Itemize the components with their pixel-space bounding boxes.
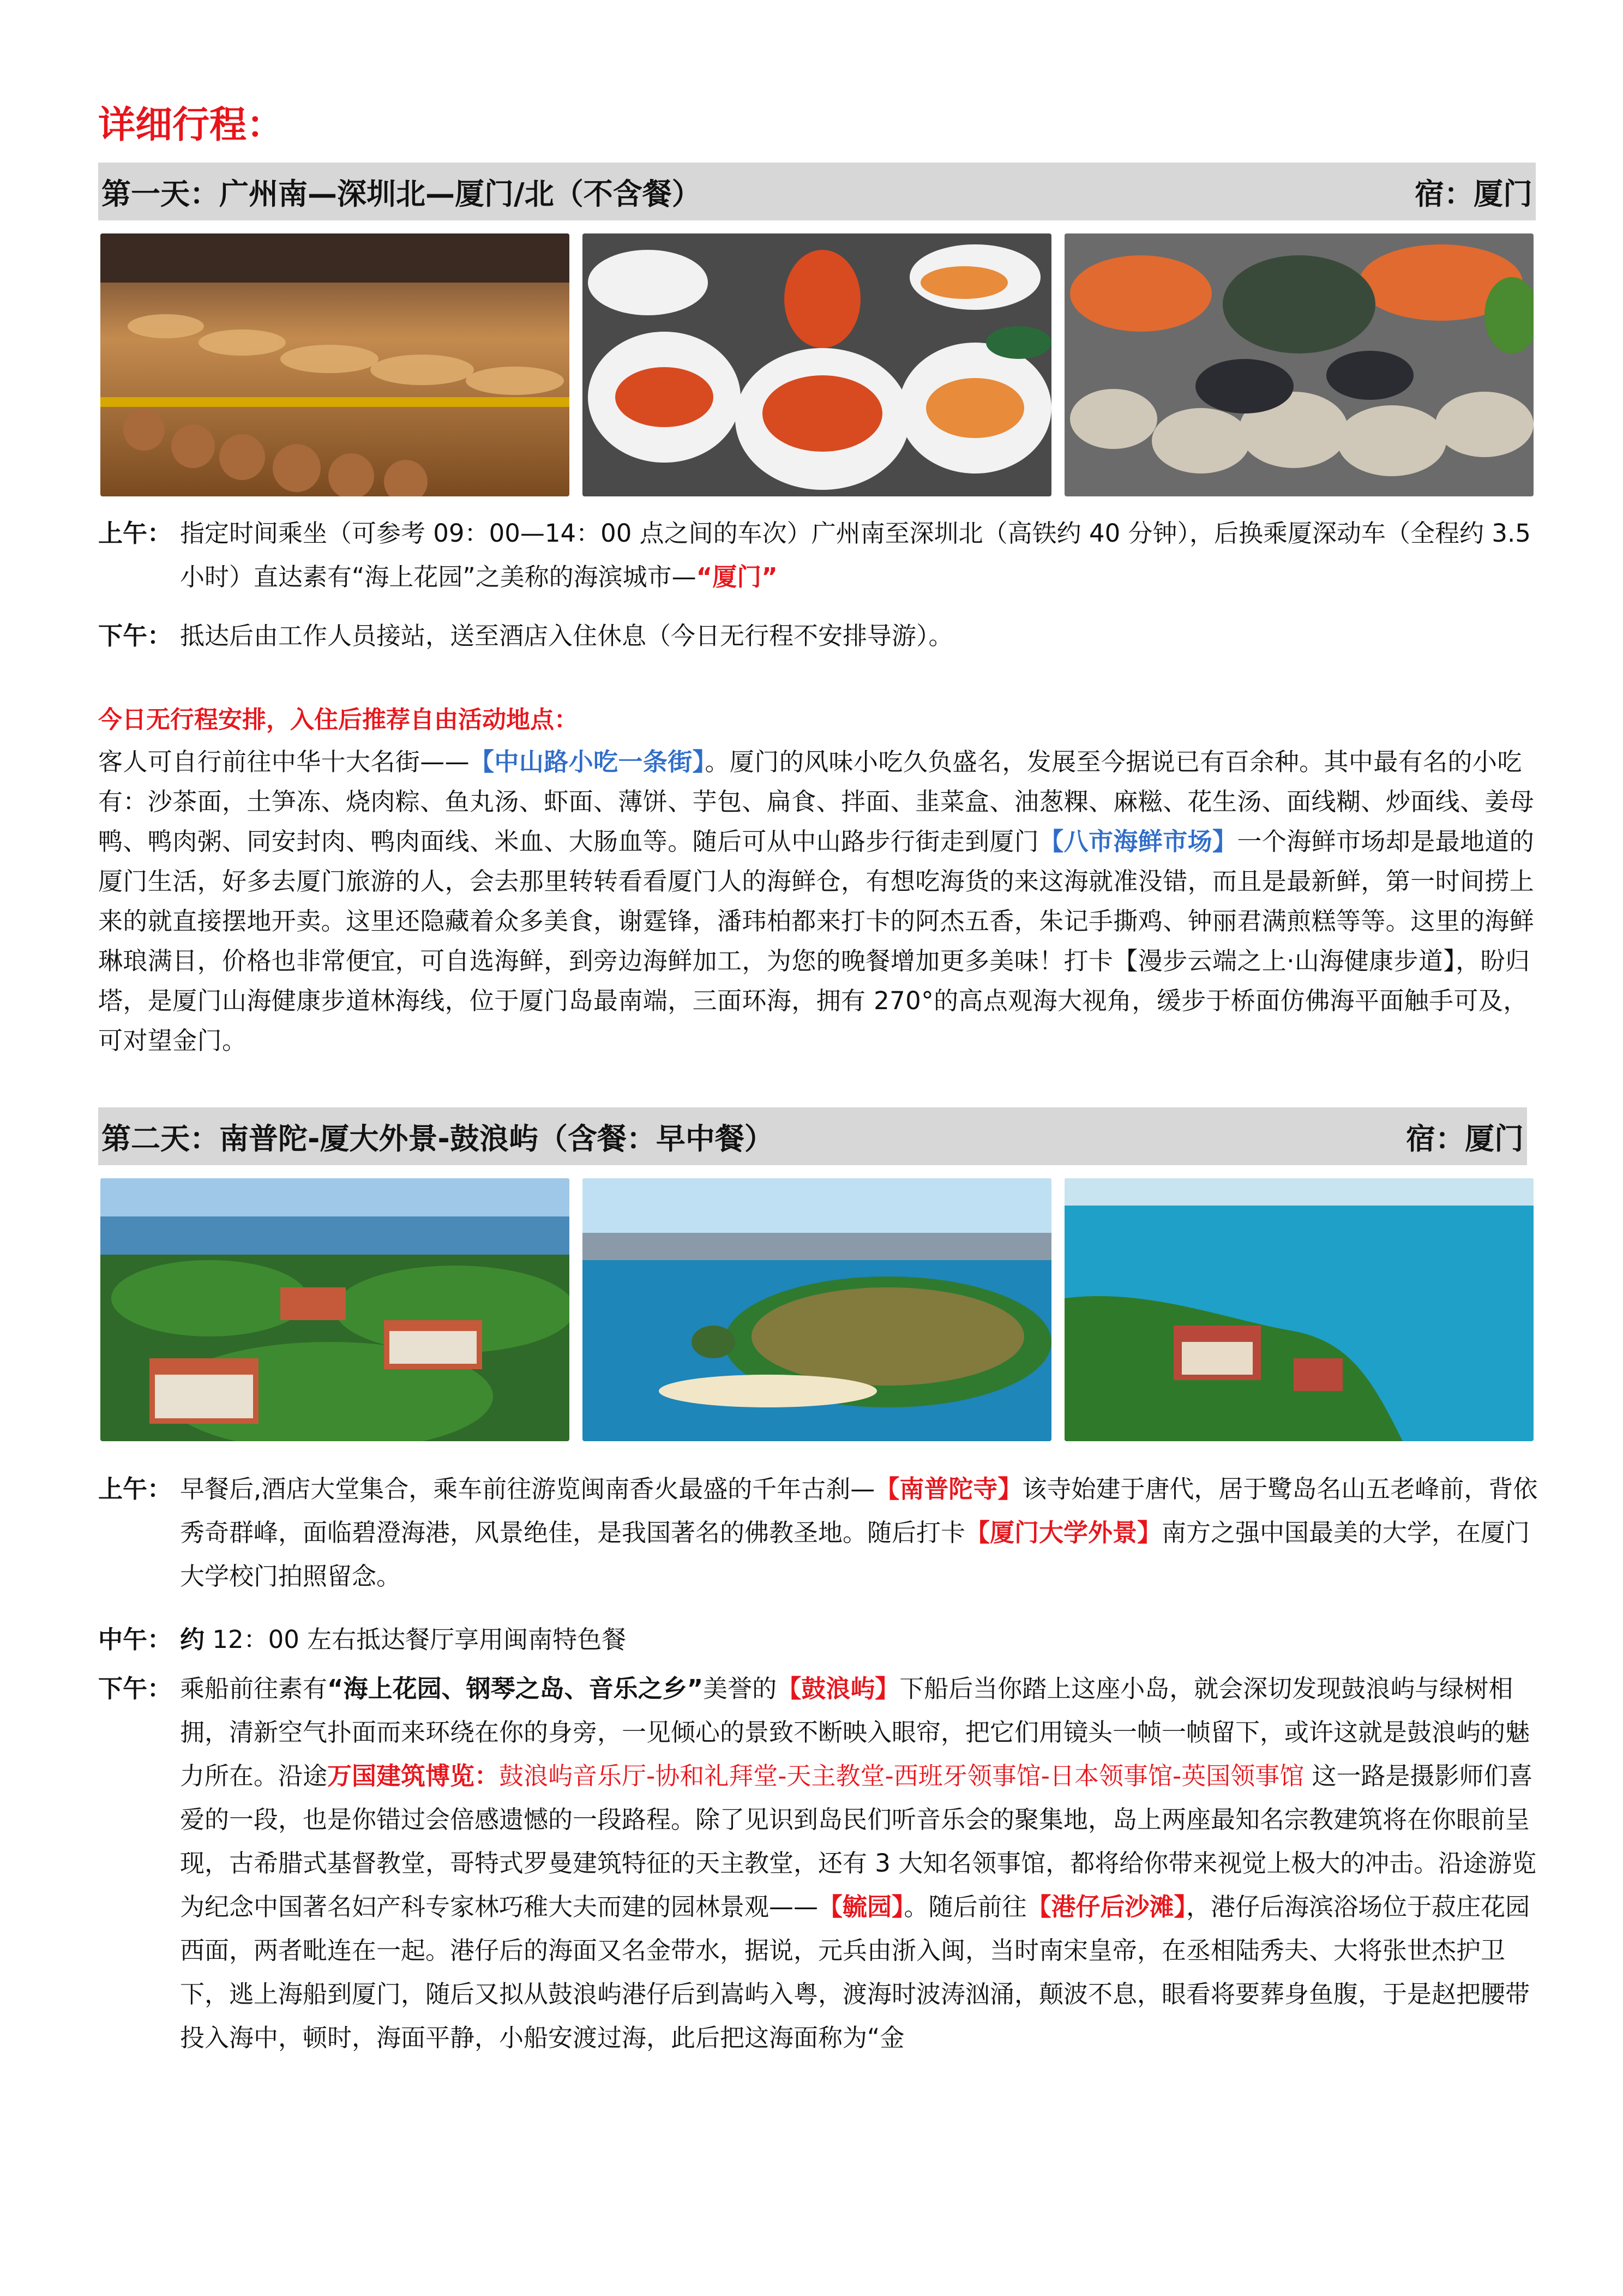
nanputuo-highlight: 【南普陀寺】 <box>875 1474 1023 1503</box>
day1-morning-text: 指定时间乘坐（可参考 09：00—14：00 点之间的车次）广州南至深圳北（高铁约 40 分钟），后换乘厦深动车（全程约 3.5 小时）直达素有“海上花园”之美称的海滨城市— <box>180 519 1531 591</box>
day2-afternoon <box>98 1667 1538 2060</box>
day1-xiamen-highlight: “厦门” <box>696 562 778 591</box>
gulangyu-aerial-photo <box>100 1178 569 1441</box>
day2-header <box>98 1107 1527 1165</box>
pm-slogan: “海上花园、钢琴之岛、音乐之乡” <box>327 1674 704 1703</box>
consulates-list: 鼓浪屿音乐厅-协和礼拜堂-天主教堂-西班牙领事馆-日本领事馆-英国领事馆 <box>499 1761 1305 1790</box>
day1-title: 第一天：广州南—深圳北—厦门/北（不含餐） <box>101 176 701 211</box>
day1-afternoon-label: 下午： <box>98 621 172 650</box>
gulangyu-sea-photo <box>1065 1178 1534 1441</box>
day1-afternoon-text: 抵达后由工作人员接站，送至酒店入住休息（今日无行程不安排导游）。 <box>180 621 953 650</box>
gangzaihou-beach-highlight: 【港仔后沙滩】 <box>1026 1892 1187 1921</box>
day1-morning-label: 上午： <box>98 519 172 548</box>
day2-stay: 宿：厦门 <box>1406 1121 1524 1156</box>
lobster-seafood-photo <box>582 233 1051 496</box>
pm-text-2: 美誉的 <box>703 1674 777 1703</box>
day2-noon <box>98 1618 1538 1662</box>
pm-text-6: ，港仔后海滨浴场位于菽庄花园西面，两者毗连在一起。港仔后的海面又名金带水，据说，元兵由浙入闽，当时南宋皇帝，在丞相陆秀夫、大将张世杰护卫下，逃上海船到厦门，随后又拟从鼓浪屿港仔后到嵩屿入粤，渡海时波涛汹涌，颠波不息，眼看将要葬身鱼腹，于是赵把腰带投入海中，顿时，海面平静，小船安渡过海，此后把这海面称为“金 <box>180 1892 1530 2052</box>
free-activity-paragraph <box>98 742 1538 1060</box>
pm-text-5: 。随后前往 <box>904 1892 1027 1921</box>
free-text-part-2: 。厦门的风味小吃久负盛名，发展至今据说已有百余种。其中最有名的小吃有：沙茶面，土笋冻、烧肉粽、鱼丸汤、虾面、薄饼、芋包、扁食、拌面、韭菜盒、油葱粿、麻糍、花生汤、面线糊、炒面线、姜母鸭、鸭肉粥、同安封肉、鸭肉面线、米血、大肠血等。随后可从中山路步行街走到厦门 <box>98 747 1535 856</box>
day2-noon-label: 中午： <box>98 1625 172 1654</box>
day2-morning-text-2: 该寺始建于唐代，居于鹭岛名山五老峰前，背依秀奇群峰，面临碧澄海港，风景绝佳，是我国著名的佛教圣地。随后打卡 <box>180 1474 1538 1547</box>
gulangyu-highlight: 【鼓浪屿】 <box>777 1674 900 1703</box>
pm-text-4: 这一路是摄影师们喜爱的一段，也是你错过会倍感遗憾的一段路程。除了见识到岛民们听音乐会的聚集地，岛上两座最知名宗教建筑将在你眼前呈现，古希腊式基督教堂，哥特式罗曼建筑特征的天主教堂，还有 3 大知名领事馆，都将给你带来视觉上极大的冲击。沿途游览为纪念中国著名妇产科专家林巧稚大夫而建的园林景观—— <box>180 1761 1537 1921</box>
day2-morning-label: 上午： <box>98 1474 172 1503</box>
pm-text-3: 下船后当你踏上这座小岛，就会深切发现鼓浪屿与绿树相拥，清新空气扑面而来环绕在你的身旁，一见倾心的景致不断映入眼帘，把它们用镜头一帧一帧留下，或许这就是鼓浪屿的魅力所在。沿途 <box>180 1674 1530 1790</box>
day1-stay: 宿：厦门 <box>1415 176 1532 211</box>
day2-noon-text: 12：00 左右抵达餐厅享用闽南特色餐 <box>205 1625 627 1654</box>
pm-text-1: 乘船前往素有 <box>180 1674 328 1703</box>
day2-afternoon-label: 下午： <box>98 1674 172 1703</box>
day2-noon-bold: 约 <box>180 1625 205 1654</box>
seafood-platter-photo <box>1065 233 1534 496</box>
day2-morning <box>98 1467 1538 1598</box>
yuyuan-highlight: 【毓园】 <box>818 1892 904 1921</box>
architecture-expo-highlight: 万国建筑博览： <box>327 1761 500 1790</box>
day1-header <box>98 163 1536 220</box>
zhongshan-road-highlight: 【中山路小吃一条街】 <box>470 747 705 776</box>
xmu-highlight: 【厦门大学外景】 <box>965 1518 1162 1547</box>
day2-title: 第二天：南普陀-厦大外景-鼓浪屿（含餐：早中餐） <box>101 1121 774 1156</box>
day1-afternoon <box>98 614 1538 658</box>
seafood-stall-photo <box>100 233 569 496</box>
free-activity-title: 今日无行程安排，入住后推荐自由活动地点： <box>98 706 578 734</box>
day1-morning <box>98 512 1538 599</box>
free-text-part-1: 客人可自行前往中华十大名街—— <box>98 747 470 776</box>
bashi-market-highlight: 【八市海鲜市场】 <box>1039 827 1237 856</box>
day2-morning-text-3: 南方之强中国最美的大学，在厦门大学校门拍照留念。 <box>180 1518 1530 1591</box>
document-title: 详细行程： <box>98 104 284 147</box>
free-text-part-3: 一个海鲜市场却是最地道的厦门生活，好多去厦门旅游的人，会去那里转转看看厦门人的海鲜仓，有想吃海货的来这海就准没错，而且是最新鲜，第一时间捞上来的就直接摆地开卖。这里还隐藏着众多美食，谢霆锋，潘玮柏都来打卡的阿杰五香，朱记手撕鸡、钟丽君满煎糕等等。这里的海鲜琳琅满目，价格也非常便宜，可自选海鲜，到旁边海鲜加工，为您的晚餐增加更多美味！打卡【漫步云端之上·山海健康步道】，盼归塔，是厦门山海健康步道林海线，位于厦门岛最南端，三面环海，拥有 270°的高点观海大视角，缓步于桥面仿佛海平面触手可及，可对望金门。 <box>98 827 1535 1055</box>
island-coast-photo <box>582 1178 1051 1441</box>
day2-morning-text-1: 早餐后,酒店大堂集合，乘车前往游览闽南香火最盛的千年古刹— <box>180 1474 875 1503</box>
